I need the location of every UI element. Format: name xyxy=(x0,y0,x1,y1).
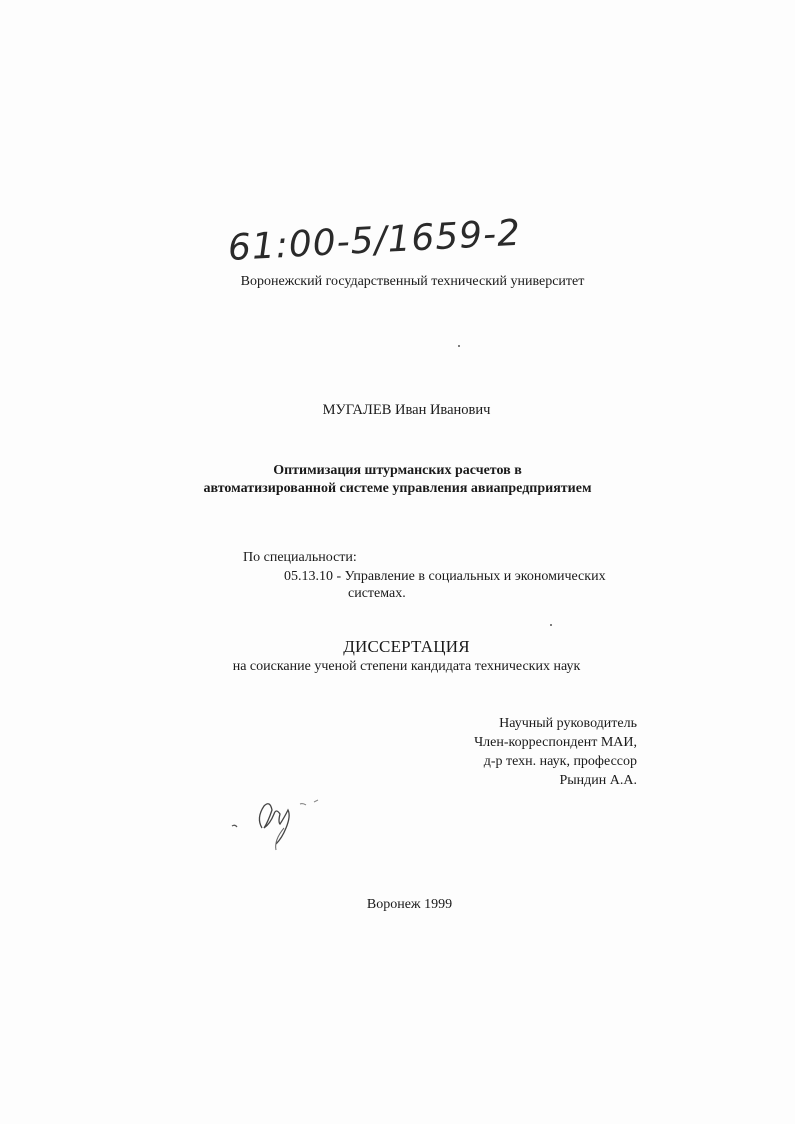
advisor-rank-1: Член-корреспондент МАИ, xyxy=(474,735,637,750)
city-year: Воронеж 1999 xyxy=(366,897,453,912)
handwritten-signature xyxy=(222,768,332,858)
advisor-name: Рындин А.А. xyxy=(559,773,637,788)
title-line-2: автоматизированной системе управления авиапредприятием xyxy=(203,481,592,496)
specialty-line-2: системах. xyxy=(348,586,406,601)
specialty-value xyxy=(284,568,614,602)
document-type: ДИССЕРТАЦИЯ xyxy=(343,637,470,656)
title-line-1: Оптимизация штурманских расчетов в xyxy=(273,463,522,478)
advisor-rank-2: д-р техн. наук, профессор xyxy=(483,754,637,769)
scan-speck xyxy=(550,624,552,626)
university-name: Воронежский государственный технический университет xyxy=(240,274,585,289)
degree-line: на соискание ученой степени кандидата технических наук xyxy=(232,659,581,674)
advisor-role: Научный руководитель xyxy=(499,716,637,731)
dissertation-title xyxy=(0,462,795,498)
specialty-label: По специальности: xyxy=(243,550,357,565)
advisor-block xyxy=(474,714,637,790)
author-name: МУГАЛЕВ Иван Иванович xyxy=(322,402,491,418)
specialty-line-1: 05.13.10 - Управление в социальных и экономических xyxy=(284,569,606,584)
archive-number-handwritten: 61:00-5/1659-2 xyxy=(226,212,522,269)
scan-speck xyxy=(458,345,460,347)
